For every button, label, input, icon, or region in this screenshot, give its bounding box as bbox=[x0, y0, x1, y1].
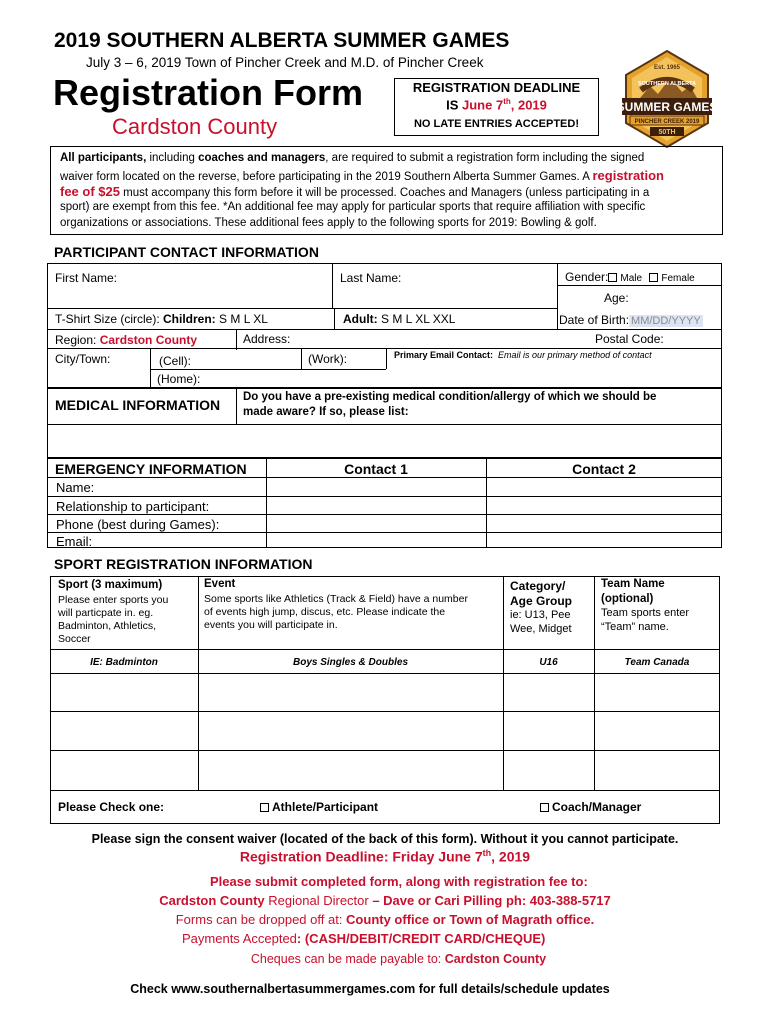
sport-heading: SPORT REGISTRATION INFORMATION bbox=[54, 556, 313, 572]
coach-option[interactable]: Coach/Manager bbox=[540, 800, 641, 814]
contact-2-heading: Contact 2 bbox=[572, 461, 636, 477]
event-col-desc-1: Some sports like Athletics (Track & Field) have a number bbox=[204, 593, 468, 605]
emergency-name-label: Name: bbox=[56, 480, 95, 495]
form-title: Registration Form bbox=[53, 72, 364, 113]
county-title: Cardston County bbox=[112, 114, 278, 139]
logo-anniv-text: 50TH bbox=[658, 129, 676, 136]
sport-col-desc-2: will particpate in. eg. bbox=[58, 607, 154, 619]
category-col-desc-1: ie: U13, Pee bbox=[510, 609, 571, 621]
intro-line-2: waiver form located on the reverse, before participating in the 2019 Southern Alberta Summer Games. A registration bbox=[60, 168, 664, 183]
logo-est-text: Est. 1965 bbox=[653, 65, 681, 71]
logo-ribbon-text: PINCHER CREEK 2019 bbox=[634, 119, 700, 125]
postal-code-label[interactable]: Postal Code: bbox=[595, 332, 664, 346]
example-event: Boys Singles & Doubles bbox=[292, 657, 409, 668]
sport-col-desc-3: Badminton, Athletics, bbox=[58, 620, 157, 632]
footer-deadline: Registration Deadline: Friday June 7th, 2019 bbox=[239, 848, 531, 865]
event-col-desc-2: of events high jump, discus, etc. Please indicate the bbox=[204, 606, 446, 618]
team-col-title-2: (optional) bbox=[601, 593, 654, 605]
event-col-title: Event bbox=[204, 578, 236, 590]
emergency-heading: EMERGENCY INFORMATION bbox=[55, 461, 247, 477]
region-field: Region: Cardston County bbox=[55, 333, 198, 347]
gender-field: Gender: Male Female bbox=[565, 270, 695, 284]
intro-line-4: sport) are exempt from this fee. *An additional fee may apply for particular sports that require affiliation with specific bbox=[60, 201, 646, 213]
sport-col-title: Sport (3 maximum) bbox=[58, 579, 163, 591]
athlete-option[interactable]: Athlete/Participant bbox=[260, 800, 378, 814]
waiver-note: Please sign the consent waiver (located of the back of this form). Without it you cannot participate. bbox=[91, 832, 679, 846]
logo-main-text: SUMMER GAMES bbox=[616, 100, 718, 114]
sport-col-desc-4: Soccer bbox=[58, 633, 91, 645]
medical-heading: MEDICAL INFORMATION bbox=[55, 397, 221, 413]
team-col-title-1: Team Name bbox=[601, 578, 665, 590]
address-label[interactable]: Address: bbox=[243, 332, 291, 346]
medical-question-2: made aware? If so, please list: bbox=[243, 406, 409, 418]
medical-input[interactable] bbox=[48, 425, 721, 457]
intro-line-1: All participants, including coaches and managers, are required to submit a registration form including the signed bbox=[60, 152, 645, 164]
event-subtitle: July 3 – 6, 2019 Town of Pincher Creek and M.D. of Pincher Creek bbox=[86, 55, 484, 70]
tshirt-adult[interactable]: Adult: S M L XL XXL bbox=[343, 312, 456, 326]
no-late-entries: NO LATE ENTRIES ACCEPTED! bbox=[413, 118, 579, 130]
emergency-email-label: Email: bbox=[56, 534, 93, 549]
male-checkbox[interactable] bbox=[608, 273, 617, 282]
dropoff-info: Forms can be dropped off at: County office or Town of Magrath office. bbox=[175, 912, 595, 927]
category-col-title-2: Age Group bbox=[510, 594, 572, 608]
logo-arc-text: SOUTHERN ALBERTA bbox=[637, 81, 697, 87]
contact-heading: PARTICIPANT CONTACT INFORMATION bbox=[54, 244, 319, 260]
medical-question-1: Do you have a pre-existing medical condition/allergy of which we should be bbox=[243, 391, 657, 403]
sport-col-desc-1: Please enter sports you bbox=[58, 594, 169, 606]
home-label[interactable]: (Home): bbox=[157, 372, 201, 386]
contact-1-heading: Contact 1 bbox=[344, 461, 408, 477]
event-title: 2019 SOUTHERN ALBERTA SUMMER GAMES bbox=[54, 29, 510, 52]
deadline-date: IS June 7th, 2019 bbox=[446, 97, 547, 113]
tshirt-children[interactable]: T-Shirt Size (circle): Children: S M L XL bbox=[55, 312, 268, 326]
emergency-relationship-label: Relationship to participant: bbox=[56, 499, 210, 514]
sport-entry-row-2[interactable] bbox=[51, 712, 719, 750]
director-info: Cardston County Regional Director – Dave or Cari Pilling ph: 403-388-5717 bbox=[159, 893, 611, 908]
category-col-title-1: Category/ bbox=[510, 579, 566, 593]
coach-checkbox[interactable] bbox=[540, 803, 549, 812]
email-field[interactable]: Primary Email Contact: Email is our primary method of contact bbox=[394, 350, 652, 360]
athlete-checkbox[interactable] bbox=[260, 803, 269, 812]
female-checkbox[interactable] bbox=[649, 273, 658, 282]
team-col-desc-2: “Team” name. bbox=[601, 621, 669, 633]
first-name-label[interactable]: First Name: bbox=[55, 271, 118, 285]
example-team: Team Canada bbox=[624, 657, 690, 668]
example-sport: IE: Badminton bbox=[90, 657, 158, 668]
dob-field[interactable]: Date of Birth: MM/DD/YYYY bbox=[559, 313, 701, 327]
payments-info: Payments Accepted: (CASH/DEBIT/CREDIT CARD/CHEQUE) bbox=[182, 931, 546, 946]
city-label[interactable]: City/Town: bbox=[55, 352, 111, 366]
website-note: Check www.southernalbertasummergames.com for full details/schedule updates bbox=[130, 982, 610, 996]
work-label[interactable]: (Work): bbox=[308, 352, 348, 366]
emergency-phone-label: Phone (best during Games): bbox=[56, 517, 220, 532]
sport-entry-row-1[interactable] bbox=[51, 674, 719, 711]
intro-line-5: organizations or associations. These additional fees apply to the following sports for 2019: Bowling & golf. bbox=[60, 217, 597, 229]
deadline-heading: REGISTRATION DEADLINE bbox=[412, 80, 581, 95]
team-col-desc-1: Team sports enter bbox=[601, 607, 690, 619]
sport-entry-row-3[interactable] bbox=[51, 751, 719, 790]
category-col-desc-2: Wee, Midget bbox=[510, 623, 572, 635]
cell-label[interactable]: (Cell): bbox=[159, 354, 191, 368]
check-one-label: Please Check one: bbox=[58, 800, 165, 814]
intro-line-3: fee of $25 must accompany this form before it will be processed. Coaches and Managers (unless participating in a bbox=[60, 184, 650, 199]
cheques-info: Cheques can be made payable to: Cardston County bbox=[250, 952, 547, 966]
event-col-desc-3: events you will participate in. bbox=[204, 619, 338, 631]
submit-note: Please submit completed form, along with registration fee to: bbox=[210, 874, 588, 889]
last-name-label[interactable]: Last Name: bbox=[340, 271, 402, 285]
summer-games-logo bbox=[616, 48, 718, 150]
age-label[interactable]: Age: bbox=[604, 291, 629, 305]
example-category: U16 bbox=[539, 657, 558, 668]
